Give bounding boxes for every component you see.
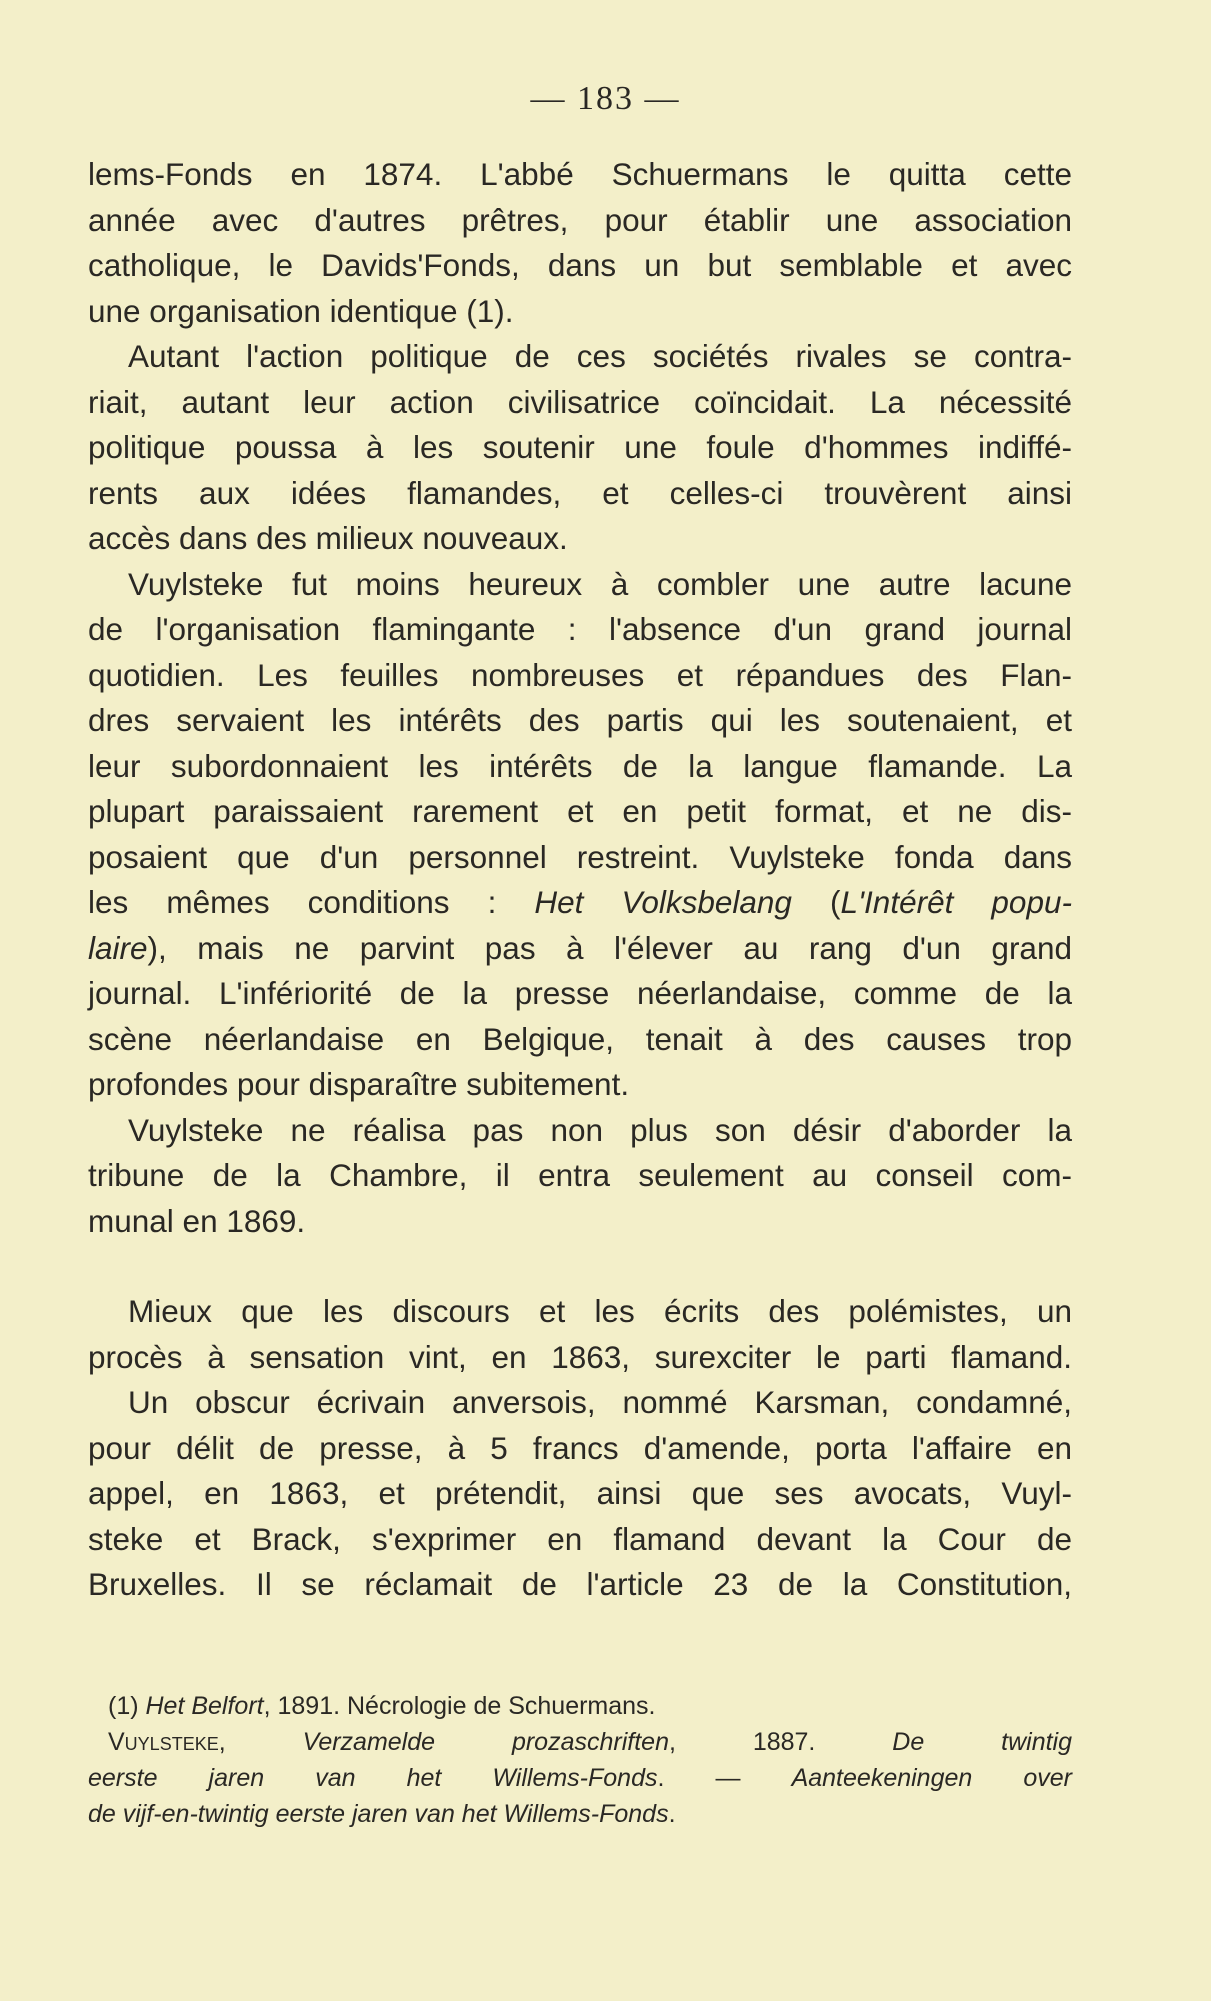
text-line: accès dans des milieux nouveaux. bbox=[88, 520, 568, 556]
text-line: procès à sensation vint, en 1863, surexciter le parti flamand. bbox=[88, 1338, 1072, 1375]
text-line: Vuylsteke fut moins heureux à combler une autre lacune bbox=[128, 565, 1072, 602]
text-line: appel, en 1863, et prétendit, ainsi que ses avocats, Vuyl- bbox=[88, 1475, 1072, 1511]
text-segment: ), mais ne parvint pas à l'élever au rang d'un grand bbox=[147, 929, 1072, 966]
footnote-line bbox=[88, 1796, 1072, 1832]
body-text bbox=[88, 152, 1072, 1608]
text-line: leur subordonnaient les intérêts de la langue flamande. La bbox=[88, 747, 1072, 784]
text-segment: . bbox=[668, 1800, 676, 1828]
footnote-work: De twintig bbox=[892, 1728, 1072, 1756]
text-line: Un obscur écrivain anversois, nommé Karsman, condamné, bbox=[128, 1384, 1072, 1420]
section-gap bbox=[88, 1244, 1072, 1289]
text-line: Vuylsteke ne réalisa pas non plus son désir d'aborder la bbox=[128, 1111, 1072, 1148]
text-line bbox=[88, 926, 1072, 972]
text-line: journal. L'infériorité de la presse néerlandaise, comme de la bbox=[88, 975, 1072, 1011]
text-line: steke et Brack, s'exprimer en flamand devant la Cour de bbox=[88, 1520, 1072, 1557]
footnote-work: de vijf-en-twintig eerste jaren van het Willems-Fonds bbox=[88, 1800, 669, 1828]
footnote-line bbox=[88, 1760, 1072, 1796]
text-segment: , 1891. Nécrologie de Schuermans. bbox=[263, 1692, 656, 1720]
text-line: tribune de la Chambre, il entra seulement au conseil com- bbox=[88, 1157, 1072, 1193]
text-line: pour délit de presse, à 5 francs d'amende, porta l'affaire en bbox=[88, 1429, 1072, 1466]
text-line: quotidien. Les feuilles nombreuses et répandues des Flan- bbox=[88, 656, 1072, 693]
text-line: profondes pour disparaître subitement. bbox=[88, 1066, 630, 1102]
text-line: scène néerlandaise en Belgique, tenait à des causes trop bbox=[88, 1020, 1072, 1057]
text-line: année avec d'autres prêtres, pour établir une association bbox=[88, 201, 1072, 238]
text-line: Bruxelles. Il se réclamait de l'article 23 de la Constitution, bbox=[88, 1566, 1072, 1602]
text-segment: , 1887. bbox=[668, 1728, 893, 1756]
footnote-author: Vuylsteke bbox=[108, 1728, 219, 1756]
footnote-work: eerste jaren van het Willems-Fonds bbox=[88, 1764, 658, 1792]
text-line: rents aux idées flamandes, et celles-ci trouvèrent ainsi bbox=[88, 474, 1072, 511]
footnote-work: Verzamelde prozaschriften bbox=[302, 1728, 669, 1756]
text-line: catholique, le Davids'Fonds, dans un but semblable et avec bbox=[88, 247, 1072, 283]
text-line: Mieux que les discours et les écrits des polémistes, un bbox=[128, 1293, 1072, 1329]
footnote-title: Het Belfort bbox=[145, 1692, 264, 1720]
text-line: politique poussa à les soutenir une foule d'hommes indiffé- bbox=[88, 429, 1072, 465]
page-number: — 183 — bbox=[530, 80, 681, 117]
title-translation: laire bbox=[88, 929, 148, 966]
text-line: posaient que d'un personnel restreint. Vuylsteke fonda dans bbox=[88, 838, 1072, 875]
text-segment: ( bbox=[791, 884, 841, 920]
text-line: munal en 1869. bbox=[88, 1202, 306, 1239]
text-line: riait, autant leur action civilisatrice coïncidait. La nécessité bbox=[88, 383, 1072, 420]
text-line: une organisation identique (1). bbox=[88, 292, 514, 329]
text-segment: les mêmes conditions : bbox=[88, 884, 535, 920]
title-translation: L'Intérêt popu- bbox=[840, 884, 1072, 920]
footnotes bbox=[88, 1688, 1072, 1832]
footnote-work: Aanteekeningen over bbox=[791, 1764, 1072, 1792]
text-line: de l'organisation flamingante : l'absence d'un grand journal bbox=[88, 611, 1072, 647]
footnote-mark: (1) bbox=[108, 1692, 146, 1720]
text-line: dres servaient les intérêts des partis qui les soutenaient, et bbox=[88, 702, 1072, 738]
text-line: Autant l'action politique de ces sociétés rivales se contra- bbox=[128, 338, 1072, 374]
newspaper-title: Het Volksbelang bbox=[534, 884, 792, 920]
text-line: lems-Fonds en 1874. L'abbé Schuermans le quitta cette bbox=[88, 156, 1072, 192]
text-line bbox=[88, 880, 1072, 926]
text-segment: , bbox=[218, 1728, 303, 1756]
text-segment: . — bbox=[657, 1764, 792, 1792]
footnote-line bbox=[88, 1724, 1072, 1760]
footnote-line bbox=[88, 1688, 1072, 1724]
text-line: plupart paraissaient rarement et en petit format, et ne dis- bbox=[88, 793, 1072, 829]
